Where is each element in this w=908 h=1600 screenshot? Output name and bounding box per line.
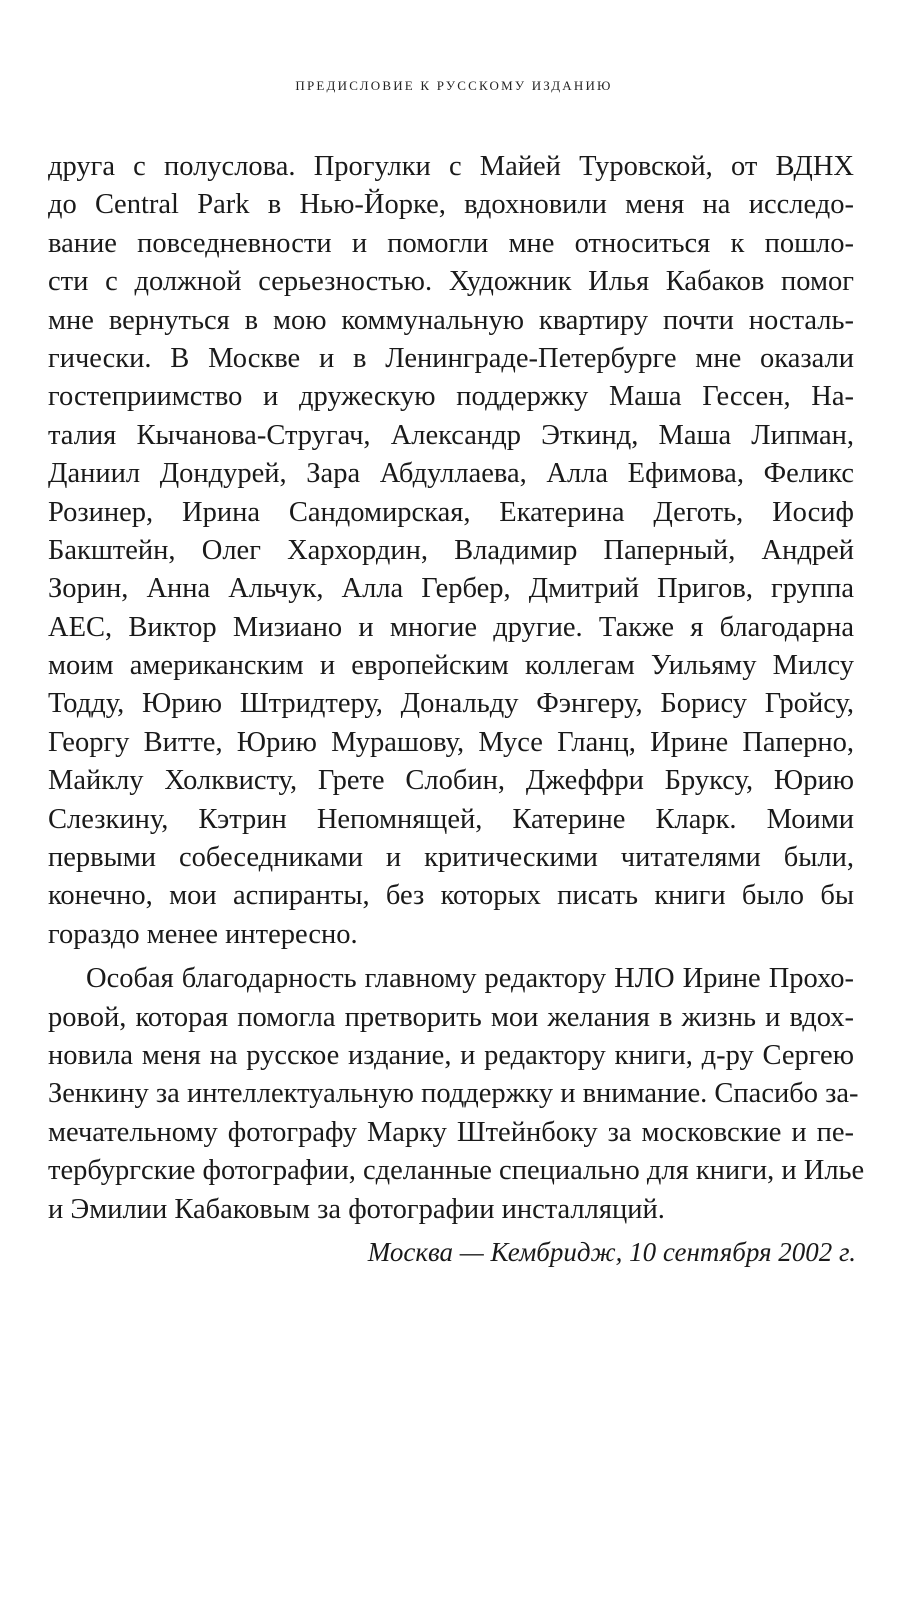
text-line: конечно, мои аспиранты, без которых писать книги было бы (48, 880, 854, 912)
text-line: друга с полуслова. Прогулки с Майей Туровской, от ВДНХ (48, 151, 854, 182)
text-line: АЕС, Виктор Мизиано и многие другие. Также я благодарна (48, 611, 854, 643)
text-line: Даниил Дондурей, Зара Абдуллаева, Алла Ефимова, Феликс (48, 458, 854, 490)
text-line: гически. В Москве и в Ленинграде-Петербурге мне оказали (48, 342, 854, 374)
text-line: Георгу Витте, Юрию Мурашову, Мусе Гланц, Ирине Паперно, (48, 726, 854, 758)
text-line: сти с должной серьезностью. Художник Илья Кабаков помог (48, 266, 854, 298)
text-line: Бакштейн, Олег Хархордин, Владимир Паперный, Андрей (48, 534, 854, 566)
text-line: моим американским и европейским коллегам Уильяму Милсу (48, 650, 854, 682)
text-line: новила меня на русское издание, и редактору книги, д-ру Сергею (48, 1039, 854, 1071)
text-line: Майклу Холквисту, Грете Слобин, Джеффри Бруксу, Юрию (48, 765, 854, 797)
text-line: тербургские фотографии, сделанные специально для книги, и Илье (48, 1155, 865, 1187)
text-line: талия Кычанова-Стругач, Александр Эткинд, Маша Липман, (48, 419, 854, 451)
text-line: гостеприимство и дружескую поддержку Маша Гессен, На- (48, 381, 854, 413)
text-line: Зенкину за интеллектуальную поддержку и внимание. Спасибо за- (48, 1078, 859, 1110)
text-line: до Central Park в Нью-Йорке, вдохновили меня на исследо- (48, 189, 854, 221)
text-line: гораздо менее интересно. (48, 918, 358, 950)
text-line: мне вернуться в мою коммунальную квартиру почти носталь- (48, 304, 854, 336)
text-line: Розинер, Ирина Сандомирская, Екатерина Деготь, Иосиф (48, 496, 854, 528)
text-line: Тодду, Юрию Штридтеру, Дональду Фэнгеру, Борису Гройсу, (48, 688, 854, 720)
text-line: Слезкину, Кэтрин Непомнящей, Катерине Кларк. Моими (48, 803, 854, 835)
body-text (48, 148, 865, 1229)
paragraph-acknowledgements-1 (48, 148, 854, 954)
text-line: Зорин, Анна Альчук, Алла Гербер, Дмитрий Пригов, группа (48, 573, 854, 605)
text-line: первыми собеседниками и критическими читателями были, (48, 842, 854, 874)
text-line: Особая благодарность главному редактору НЛО Ирине Прохо- (86, 963, 854, 995)
running-head: ПРЕДИСЛОВИЕ К РУССКОМУ ИЗДАНИЮ (295, 78, 613, 93)
text-line: и Эмилии Кабаковым за фотографии инсталляций. (48, 1193, 665, 1225)
text-line: ровой, которая помогла претворить мои желания в жизнь и вдох- (48, 1001, 854, 1033)
text-line: мечательному фотографу Марку Штейнбоку за московские и пе- (48, 1116, 854, 1148)
paragraph-acknowledgements-2 (48, 960, 865, 1229)
place-date-signature: Москва — Кембридж, 10 сентября 2002 г. (367, 1237, 856, 1267)
text-line: вание повседневности и помогли мне относиться к пошло- (48, 227, 854, 259)
